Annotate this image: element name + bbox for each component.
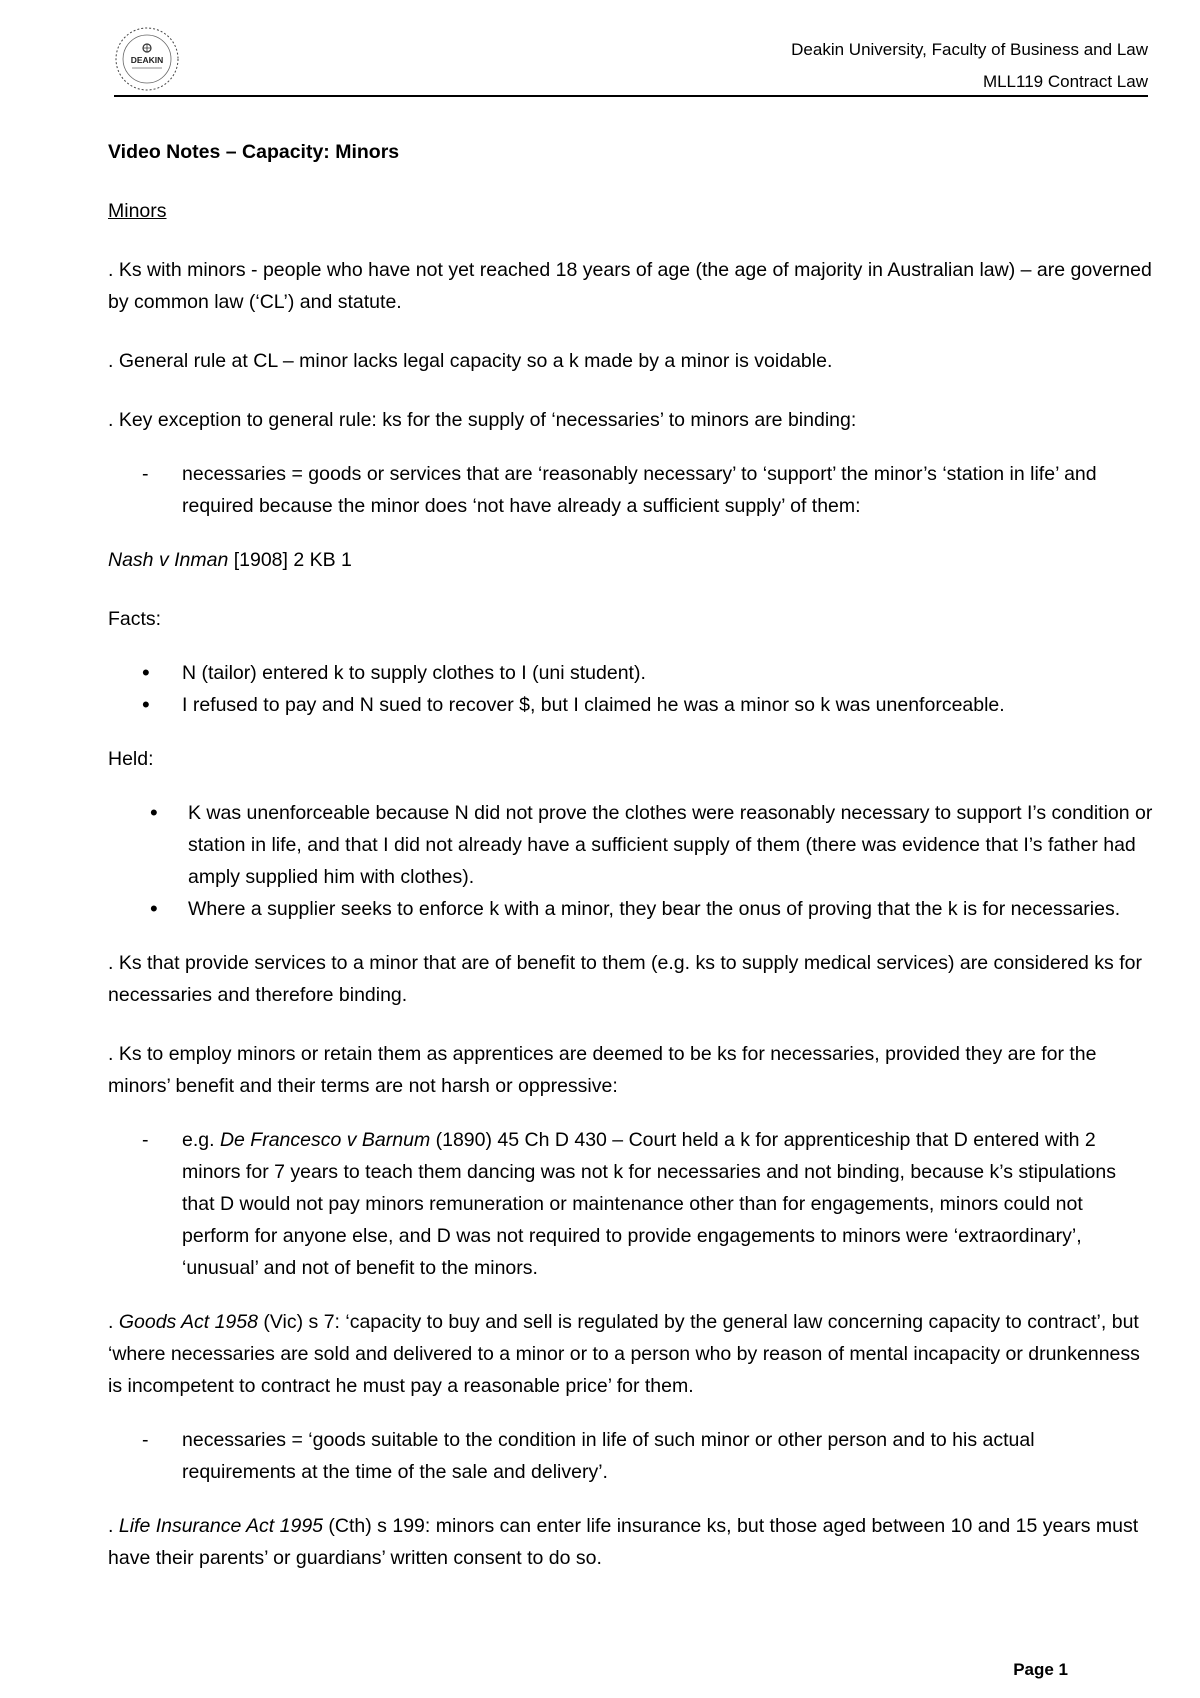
list-item: • N (tailor) entered k to supply clothes to I (uni student).: [108, 657, 1153, 689]
necessaries-definition-list: [108, 458, 1153, 522]
case-citation-nash: [108, 544, 1153, 576]
case-name: Nash v Inman: [108, 549, 229, 571]
section-heading-minors: Minors: [108, 200, 167, 222]
paragraph-services-benefit: . Ks that provide services to a minor that are of benefit to them (e.g. ks to supply medical services) are considered ks for necessaries and therefore binding.: [108, 952, 1142, 1006]
list-item: - necessaries = goods or services that are ‘reasonably necessary’ to ‘support’ the minor’s ‘station in life’ and required because the minor does ‘not have already a sufficient supply’ of them:: [108, 458, 1153, 522]
act-name: Goods Act 1958: [118, 1311, 258, 1333]
paragraph-ks-with-minors: . Ks with minors - people who have not yet reached 18 years of age (the age of majority in Australian law) – are governed by common law (‘CL’) and statute.: [108, 259, 1152, 313]
paragraph-key-exception: . Key exception to general rule: ks for the supply of ‘necessaries’ to minors are binding:: [108, 409, 857, 431]
header-university: Deakin University, Faculty of Business and Law: [791, 40, 1148, 59]
held-label: Held:: [108, 748, 154, 770]
list-item: • Where a supplier seeks to enforce k with a minor, they bear the onus of proving that the k is for necessaries.: [108, 893, 1153, 925]
deakin-logo: [114, 26, 180, 92]
header-divider: [114, 95, 1148, 97]
facts-list: [108, 657, 1153, 721]
apprenticeship-example-list: [108, 1124, 1153, 1284]
header-text: [791, 34, 1148, 98]
case-name: De Francesco v Barnum: [219, 1129, 431, 1151]
paragraph-general-rule: . General rule at CL – minor lacks legal capacity so a k made by a minor is voidable.: [108, 350, 833, 372]
paragraph-goods-act: . Goods Act 1958 (Vic) s 7: ‘capacity to buy and sell is regulated by the general law concerning capacity to contract’, but ‘where necessaries are sold and delivered to a minor or to a person who by reason of mental incapacity or drunkenness is incompetent to contract he must pay a reasonable price’ for them.: [108, 1311, 1140, 1397]
case-cite: [1908] 2 KB 1: [228, 549, 352, 571]
svg-text:DEAKIN: DEAKIN: [130, 55, 164, 65]
facts-label: Facts:: [108, 608, 162, 630]
header-unit: MLL119 Contract Law: [982, 72, 1148, 91]
list-item: • K was unenforceable because N did not prove the clothes were reasonably necessary to support I’s condition or station in life, and that I did not already have a sufficient supply of them (there was evidence that I’s father had amply supplied him with clothes).: [108, 797, 1153, 893]
act-name: Life Insurance Act 1995: [118, 1515, 324, 1537]
paragraph-employ-minors: . Ks to employ minors or retain them as apprentices are deemed to be ks for necessaries, provided they are for the minors’ benefit and their terms are not harsh or oppressive:: [108, 1043, 1097, 1097]
list-item: - necessaries = ‘goods suitable to the condition in life of such minor or other person and to his actual requirements at the time of the sale and delivery’.: [108, 1424, 1153, 1488]
list-item: - e.g. De Francesco v Barnum (1890) 45 Ch D 430 – Court held a k for apprenticeship that D entered with 2 minors for 7 years to teach them dancing was not k for necessaries and not binding, because k’s stipulations that D would not pay minors remuneration or maintenance other than for engagements, minors could not perform for anyone else, and D was not required to provide engagements to minors were ‘extraordinary’, ‘unusual’ and not of benefit to the minors.: [108, 1124, 1153, 1284]
document-body: [108, 136, 1153, 1601]
list-item: • I refused to pay and N sued to recover $, but I claimed he was a minor so k was unenforceable.: [108, 689, 1153, 721]
paragraph-life-insurance: . Life Insurance Act 1995 (Cth) s 199: minors can enter life insurance ks, but those aged between 10 and 15 years must have their parents’ or guardians’ written consent to do so.: [108, 1515, 1139, 1569]
page-number: Page 1: [1013, 1660, 1068, 1679]
document-title: Video Notes – Capacity: Minors: [108, 141, 400, 163]
goods-necessaries-list: [108, 1424, 1153, 1488]
held-list: [108, 797, 1153, 925]
